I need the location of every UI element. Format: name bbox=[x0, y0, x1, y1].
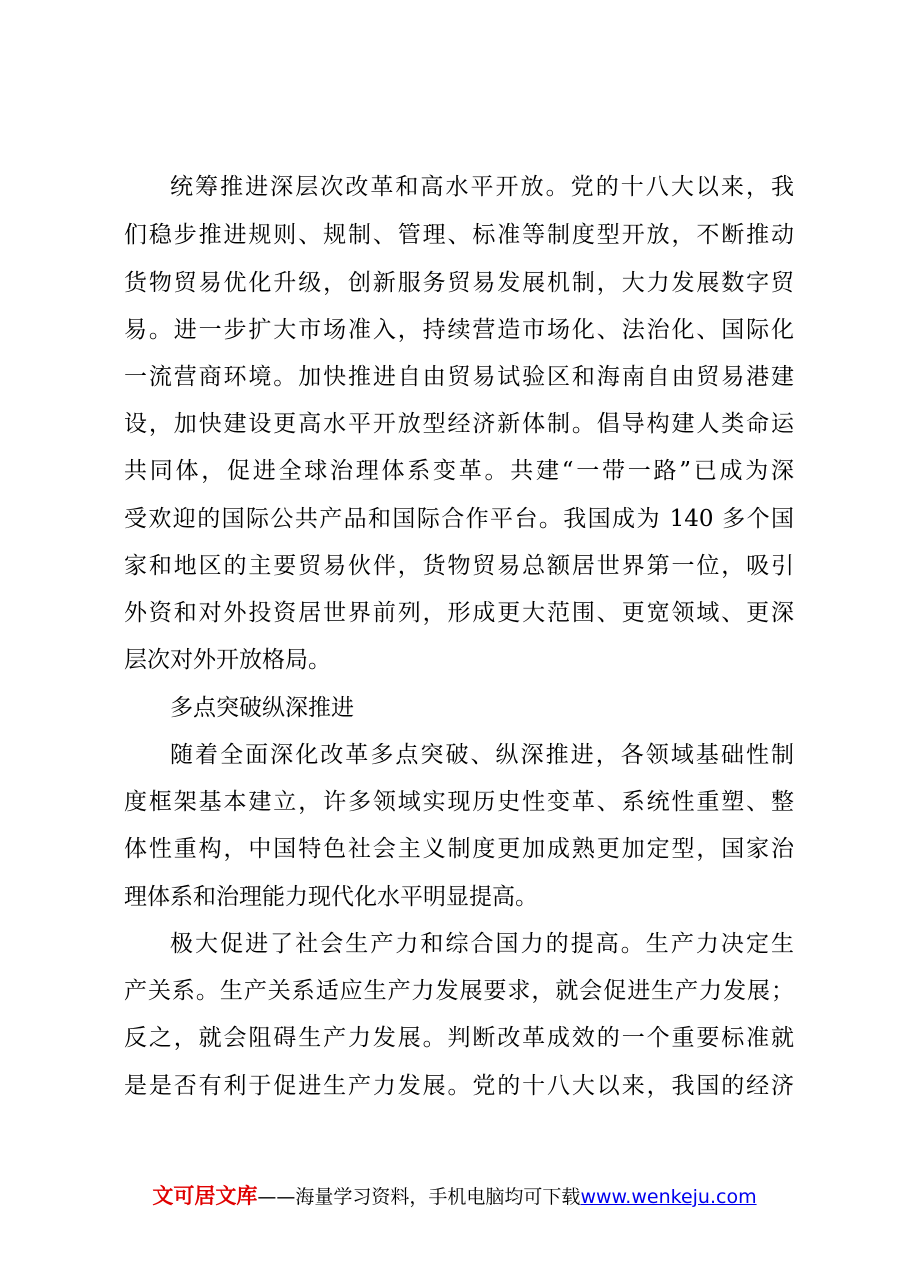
paragraph-line: 们稳步推进规则、规制、管理、标准等制度型开放，不断推动 bbox=[124, 222, 794, 248]
paragraph-line: 家和地区的主要贸易伙伴，货物贸易总额居世界第一位，吸引 bbox=[124, 553, 794, 579]
paragraph-line: 共同体，促进全球治理体系变革。共建“一带一路”已成为深 bbox=[124, 458, 794, 484]
paragraph-line: 极大促进了社会生产力和综合国力的提高。生产力决定生 bbox=[170, 931, 794, 957]
paragraph-line: 一流营商环境。加快推进自由贸易试验区和海南自由贸易港建 bbox=[124, 364, 794, 390]
paragraph-line: 受欢迎的国际公共产品和国际合作平台。我国成为 140 多个国 bbox=[124, 506, 794, 532]
paragraph-line: 反之，就会阻碍生产力发展。判断改革成效的一个重要标准就 bbox=[124, 1025, 794, 1051]
paragraph-line: 外资和对外投资居世界前列，形成更大范围、更宽领域、更深 bbox=[124, 600, 794, 626]
paragraph-line: 易。进一步扩大市场准入，持续营造市场化、法治化、国际化 bbox=[124, 317, 794, 343]
paragraph-line: 统筹推进深层次改革和高水平开放。党的十八大以来，我 bbox=[170, 174, 794, 200]
paragraph-line: 层次对外开放格局。 bbox=[124, 647, 331, 673]
footer-brand: 文可居文库 bbox=[152, 1184, 258, 1208]
paragraph-line: 体性重构，中国特色社会主义制度更加成熟更加定型，国家治 bbox=[124, 836, 794, 862]
paragraph-line: 设，加快建设更高水平开放型经济新体制。倡导构建人类命运 bbox=[124, 411, 794, 437]
section-heading: 多点突破纵深推进 bbox=[170, 695, 354, 721]
footer-site-link[interactable]: www.wenkeju.com bbox=[580, 1186, 757, 1208]
page-footer bbox=[0, 1182, 909, 1211]
paragraph-line: 度框架基本建立，许多领域实现历史性变革、系统性重塑、整 bbox=[124, 789, 794, 815]
footer-tagline: ——海量学习资料，手机电脑均可下载 bbox=[257, 1186, 581, 1208]
paragraph-line: 产关系。生产关系适应生产力发展要求，就会促进生产力发展； bbox=[124, 978, 794, 1004]
paragraph-line: 是是否有利于促进生产力发展。党的十八大以来，我国的经济 bbox=[124, 1073, 794, 1099]
paragraph-line: 随着全面深化改革多点突破、纵深推进，各领域基础性制 bbox=[170, 742, 794, 768]
paragraph-line: 理体系和治理能力现代化水平明显提高。 bbox=[124, 884, 538, 910]
paragraph-line: 货物贸易优化升级，创新服务贸易发展机制，大力发展数字贸 bbox=[124, 270, 794, 296]
